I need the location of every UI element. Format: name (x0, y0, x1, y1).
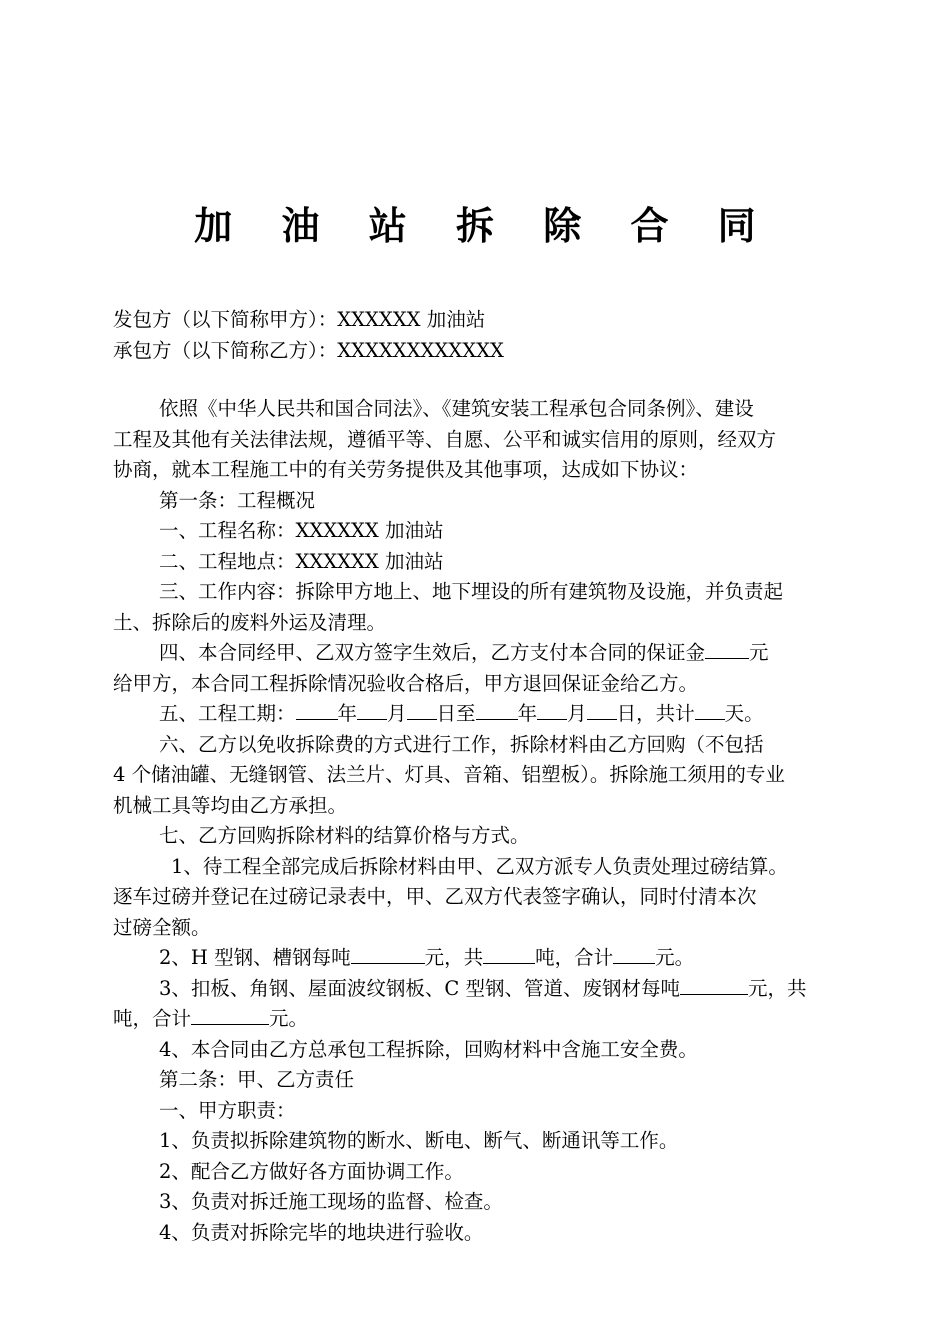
start-day-blank (407, 699, 437, 720)
article1-item2: 二、工程地点：XXXXXX 加油站 (159, 549, 444, 573)
deposit-blank (705, 638, 749, 659)
article1-item1: 一、工程名称：XXXXXX 加油站 (159, 519, 444, 542)
start-year-blank (296, 699, 338, 720)
duty-4: 4、负责对拆除完毕的地块进行验收。 (159, 1220, 484, 1244)
item5-month1: 月 (387, 702, 407, 725)
document-title: 加 油 站 拆 除 合 同 (194, 204, 774, 248)
article1-item3-line1: 三、工作内容：拆除甲方地上、地下埋设的所有建筑物及设施，并负责起 (159, 580, 784, 603)
article1-item6-line3: 机械工具等均由乙方承担。 (113, 793, 348, 817)
intro-line-3: 协商，就本工程施工中的有关劳务提供及其他事项，达成如下协议： (113, 458, 699, 481)
duty-3: 3、负责对拆迁施工现场的监督、检查。 (159, 1190, 503, 1213)
article1-item6-line1: 六、乙方以免收拆除费的方式进行工作，拆除材料由乙方回购（不包括 (159, 732, 764, 756)
article1-item5 (113, 699, 843, 730)
sub2-line (113, 943, 843, 974)
item5-year2: 年 (517, 702, 538, 725)
sub3-l2-suffix: 元。 (269, 1007, 309, 1030)
end-day-blank (587, 699, 617, 720)
item4-text: 四、本合同经甲、乙双方签字生效后，乙方支付本合同的保证金 (159, 641, 706, 664)
sub1-line3: 过磅全额。 (113, 915, 211, 939)
scrap-price-blank (680, 974, 748, 995)
sub2-mid2: 吨，合计 (535, 946, 614, 969)
article1-item4-line1 (113, 638, 843, 669)
total-days-blank (695, 699, 725, 720)
sub3-l2-prefix: 吨，合计 (113, 1007, 192, 1030)
item5-day1: 日至 (436, 702, 476, 725)
end-year-blank (476, 699, 518, 720)
sub3-line2 (113, 1004, 843, 1035)
article1-item7: 七、乙方回购拆除材料的结算价格与方式。 (159, 824, 530, 847)
start-month-blank (357, 699, 387, 720)
item4-unit: 元 (749, 641, 769, 664)
total-blank (613, 943, 655, 964)
item5-month2: 月 (567, 702, 587, 725)
item5-year1: 年 (337, 702, 358, 725)
sub1-line2: 逐车过磅并登记在过磅记录表中，甲、乙双方代表签字确认，同时付清本次 (113, 885, 757, 908)
spacer (113, 366, 843, 394)
sub4-line: 4、本合同由乙方总承包工程拆除，回购材料中含施工安全费。 (159, 1037, 698, 1061)
article1-item3-line2: 土、拆除后的废料外运及清理。 (113, 610, 387, 634)
article2-heading: 第二条：甲、乙方责任 (159, 1068, 355, 1091)
duty-1: 1、负责拟拆除建筑物的断水、断电、断气、断通讯等工作。 (159, 1129, 679, 1152)
article1-item6-line2: 4 个储油罐、无缝钢管、法兰片、灯具、音箱、铝塑板）。拆除施工须用的专业 (113, 763, 785, 786)
sub2-prefix: 2、H 型钢、槽钢每吨 (159, 946, 351, 969)
party-a-line: 发包方（以下简称甲方）：XXXXXX 加油站 (113, 308, 486, 331)
document-body (113, 305, 843, 1248)
item5-day2: 日，共计 (616, 702, 695, 725)
scrap-total-blank (191, 1004, 269, 1025)
party-a-duties-heading: 一、甲方职责： (159, 1098, 296, 1122)
price-per-ton-blank (351, 943, 425, 964)
duty-2: 2、配合乙方做好各方面协调工作。 (159, 1159, 464, 1183)
tons-blank (483, 943, 535, 964)
intro-line-2: 工程及其他有关法律法规，遵循平等、自愿、公平和诚实信用的原则，经双方 (113, 427, 777, 451)
item5-suffix: 天。 (724, 702, 764, 725)
sub3-l1-prefix: 3、扣板、角钢、屋面波纹钢板、C 型钢、管道、废钢材每吨 (159, 976, 681, 1000)
item5-prefix: 五、工程工期： (159, 702, 296, 725)
sub1-line1: 1、待工程全部完成后拆除材料由甲、乙双方派专人负责处理过磅结算。 (171, 854, 788, 878)
sub2-mid1: 元，共 (424, 946, 484, 969)
article1-heading: 第一条：工程概况 (159, 488, 316, 512)
intro-line-1: 依照《中华人民共和国合同法》、《建筑安装工程承包合同条例》、建设 (159, 397, 754, 420)
sub3-line1 (113, 974, 843, 1005)
party-b-line: 承包方（以下简称乙方）：XXXXXXXXXXXX (113, 338, 504, 362)
sub2-suffix: 元。 (655, 946, 695, 969)
sub3-l1-suffix: 元，共 (748, 976, 807, 1000)
article1-item4-line2: 给甲方，本合同工程拆除情况验收合格后，甲方退回保证金给乙方。 (113, 671, 699, 695)
end-month-blank (537, 699, 567, 720)
